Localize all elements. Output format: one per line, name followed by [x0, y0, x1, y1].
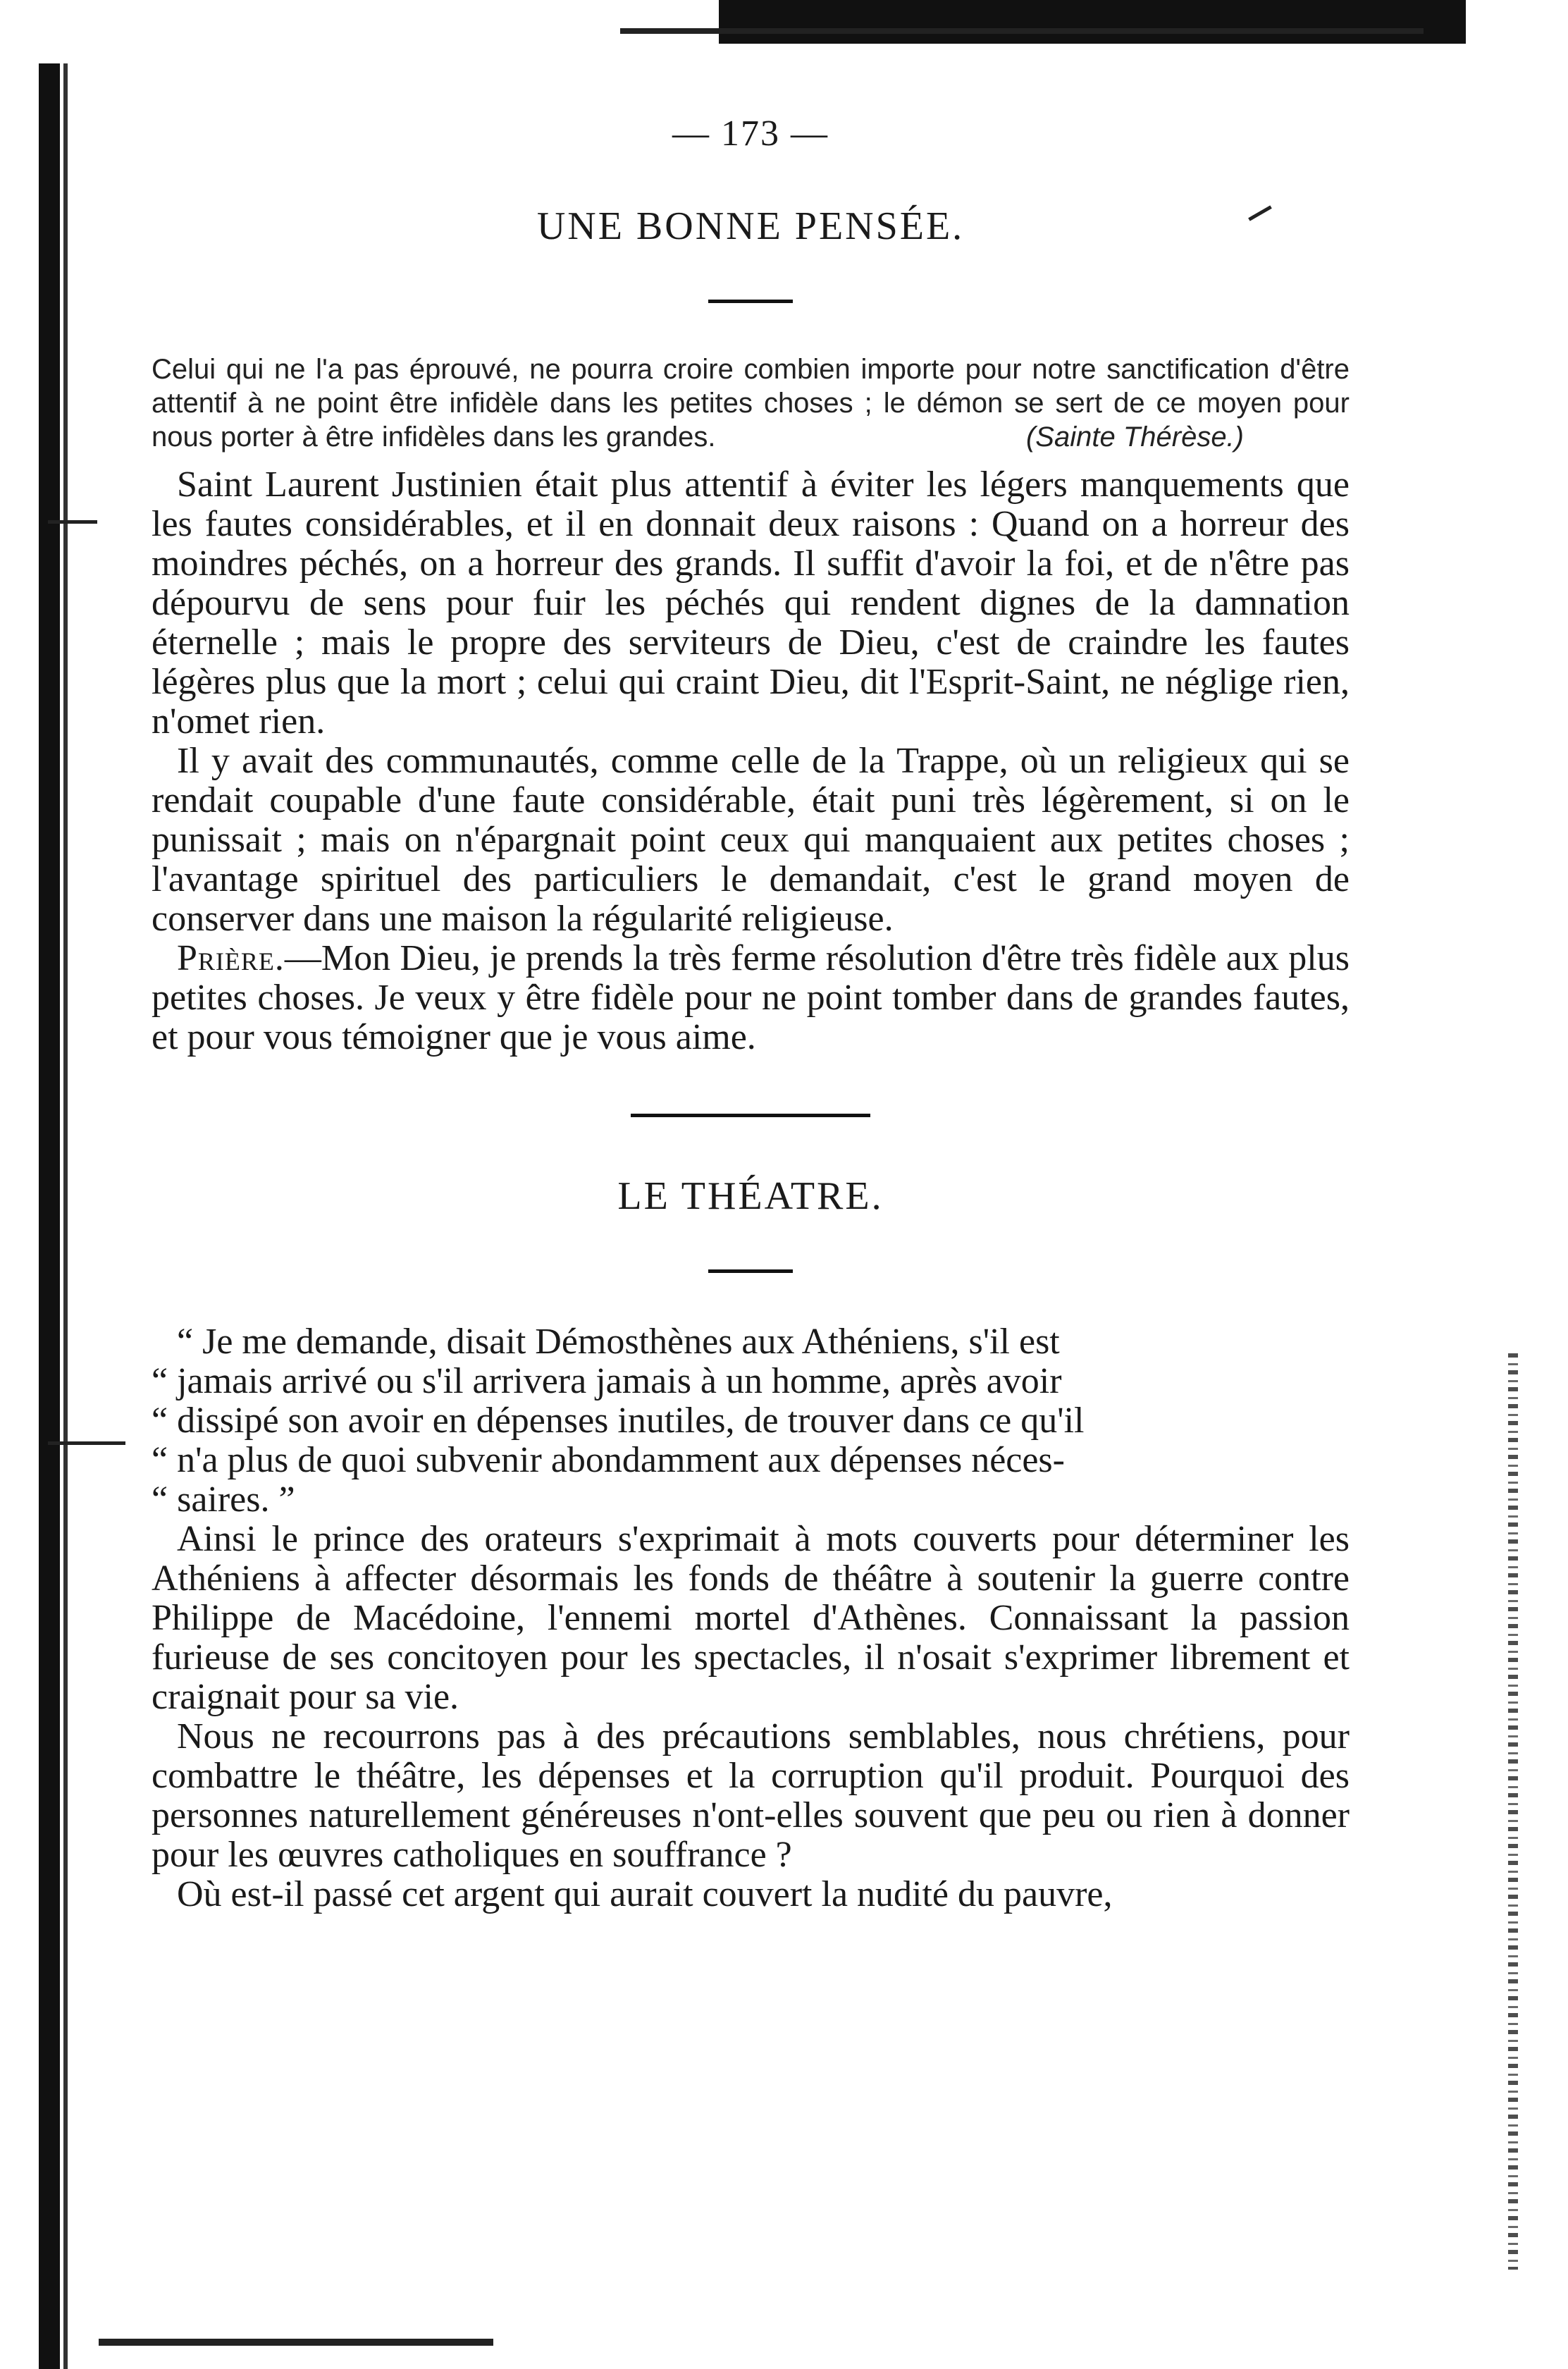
prayer-paragraph	[152, 939, 1350, 1057]
prayer-text: —Mon Dieu, je prends la très ferme résolution d'être très fidèle aux plus petites choses. Je veux y être fidèle pour ne point tomber dans de grandes fautes, et pour vous témoigner que je vous aime.	[152, 938, 1350, 1057]
epigraph: Celui qui ne l'a pas éprouvé, ne pourra croire combien importe pour notre sanctification d'être attentif à ne point être infidèle dans les petites choses ; le démon se sert de ce moyen pour nous porter à être infidèles dans les grandes.	[152, 354, 1350, 453]
paragraph: Où est-il passé cet argent qui aurait couvert la nudité du pauvre,	[177, 1874, 1113, 1914]
scan-speckle-right	[1508, 1353, 1518, 2270]
paragraph: Il y avait des communautés, comme celle de la Trappe, où un religieux qui se rendait coupable d'une faute considérable, était puni très légèrement, si on le punissait ; mais on n'épargnait point ceux qui manquaient aux petites choses ; l'avantage spirituel des particuliers le demandait, c'est le grand moyen de conserver dans une maison la régularité religieuse.	[152, 741, 1350, 939]
paragraph: Nous ne recourrons pas à des précautions semblables, nous chrétiens, pour combattre le théâtre, les dépenses et la corruption qu'il produit. Pourquoi des personnes naturellement généreuses n'ont-elles souvent que peu ou rien à donner pour les œuvres catholiques en souffrance ?	[152, 1716, 1350, 1875]
quote-line: “ Je me demande, disait Démosthènes aux Athéniens, s'il est	[177, 1322, 1060, 1362]
scan-edge-top	[719, 0, 1466, 44]
quote-line: “ dissipé son avoir en dépenses inutiles, de trouver dans ce qu'il	[152, 1401, 1085, 1441]
page-number: — 173 —	[672, 113, 829, 154]
section-title-theatre: LE THÉATRE.	[617, 1174, 884, 1218]
scan-edge-left-thin	[63, 63, 68, 2369]
paragraph: Ainsi le prince des orateurs s'exprimait à mots couverts pour déterminer les Athéniens à affecter désormais les fonds de théâtre à soutenir la guerre contre Philippe de Macédoine, l'ennemi mortel d'Athènes. Connaissant la passion furieuse de ses concitoyen pour les spectacles, il n'osait s'exprimer librement et craignait pour sa vie.	[152, 1519, 1350, 1717]
scan-edge-top-thin	[620, 28, 1424, 34]
section-divider	[631, 1114, 870, 1117]
prayer-label: Prière.	[177, 938, 285, 978]
title-rule	[708, 1269, 793, 1273]
margin-mark	[48, 1441, 125, 1445]
paragraph: Saint Laurent Justinien était plus attentif à éviter les légers manquements que les fautes considérables, et il en donnait deux raisons : Quand on a horreur des moindres péchés, on a horreur des grands. Il suffit d'avoir la foi, et de n'être pas dépourvu de sens pour fuir les péchés qui rendent dignes de la damnation éternelle ; mais le propre des serviteurs de Dieu, c'est de craindre les fautes légères plus que la mort ; celui qui craint Dieu, dit l'Esprit-Saint, ne néglige rien, n'omet rien.	[152, 464, 1350, 742]
epigraph-source: (Sainte Thérèse.)	[1025, 422, 1244, 453]
section-title-bonne-pensee: UNE BONNE PENSÉE.	[536, 204, 965, 248]
scan-edge-left	[39, 63, 60, 2369]
scan-edge-bottom	[99, 2339, 493, 2346]
quote-line: “ saires. ”	[152, 1479, 295, 1520]
margin-mark	[48, 520, 97, 524]
quote-line: “ jamais arrivé ou s'il arrivera jamais à un homme, après avoir	[152, 1361, 1062, 1401]
book-page	[152, 113, 1350, 1914]
title-rule	[708, 300, 793, 303]
demosthenes-quote	[152, 1322, 1350, 1520]
quote-line: “ n'a plus de quoi subvenir abondamment aux dépenses néces-	[152, 1440, 1065, 1480]
